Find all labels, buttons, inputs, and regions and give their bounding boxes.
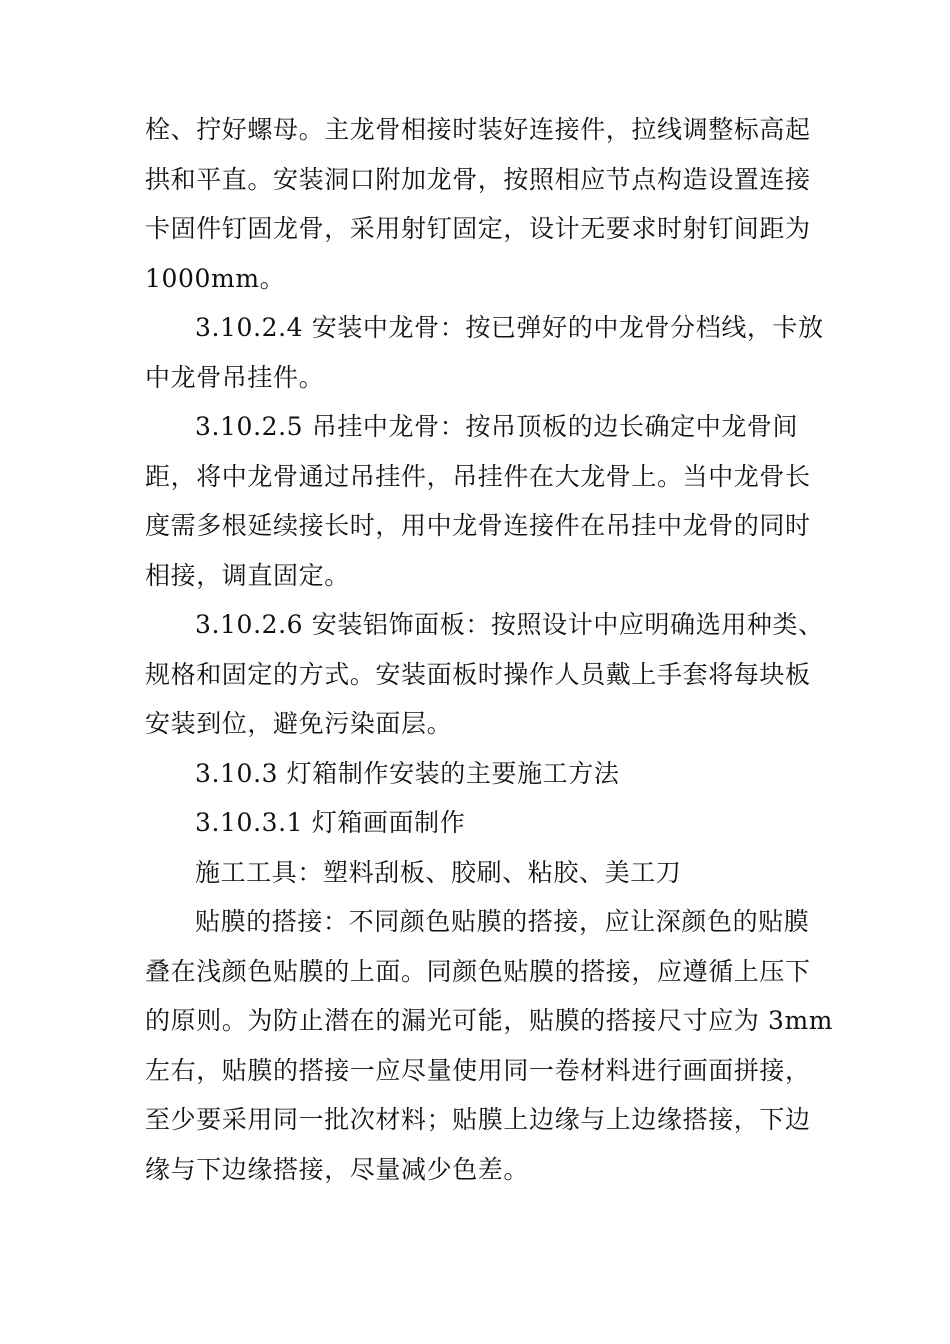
- text-line: 施工工具：塑料刮板、胶刷、粘胶、美工刀: [195, 857, 682, 887]
- text-line: 3.10.3 灯箱制作安装的主要施工方法: [195, 758, 620, 788]
- paragraph-3-10-2-6: [145, 600, 835, 749]
- text-line: 拱和平直。安装洞口附加龙骨，按照相应节点构造设置连接: [145, 164, 811, 194]
- body-text: [145, 105, 835, 1194]
- text-line: 的原则。为防止潜在的漏光可能，贴膜的搭接尺寸应为 3mm: [145, 1006, 834, 1035]
- text-line: 缘与下边缘搭接，尽量减少色差。: [145, 1154, 530, 1184]
- text-line: 卡固件钉固龙骨，采用射钉固定，设计无要求时射钉间距为: [145, 214, 811, 243]
- text-line: 度需多根延续接长时，用中龙骨连接件在吊挂中龙骨的同时: [145, 511, 811, 540]
- text-line: 相接，调直固定。: [145, 560, 350, 590]
- text-line: 左右，贴膜的搭接一应尽量使用同一卷材料进行画面拼接，: [145, 1055, 811, 1085]
- text-line: 叠在浅颜色贴膜的上面。同颜色贴膜的搭接，应遵循上压下: [145, 956, 811, 986]
- text-line: 至少要采用同一批次材料；贴膜上边缘与上边缘搭接，下边: [145, 1105, 811, 1134]
- text-line: 贴膜的搭接：不同颜色贴膜的搭接，应让深颜色的贴膜: [195, 907, 810, 936]
- text-line: 安装到位，避免污染面层。: [145, 709, 453, 738]
- text-line: 规格和固定的方式。安装面板时操作人员戴上手套将每块板: [145, 659, 811, 689]
- text-line: 中龙骨吊挂件。: [145, 362, 325, 392]
- paragraph-3-10-2-5: [145, 402, 835, 600]
- heading-3-10-3-1: [145, 798, 835, 848]
- heading-3-10-3: [145, 749, 835, 799]
- text-line: 3.10.2.6 安装铝饰面板：按照设计中应明确选用种类、: [195, 610, 824, 639]
- text-line: 栓、拧好螺母。主龙骨相接时装好连接件，拉线调整标高起: [145, 115, 811, 144]
- text-line: 3.10.3.1 灯箱画面制作: [195, 808, 466, 837]
- paragraph-3-10-2-4: [145, 303, 835, 402]
- text-line: 1000mm。: [145, 263, 286, 293]
- text-line: 3.10.2.4 安装中龙骨：按已弹好的中龙骨分档线，卡放: [195, 313, 824, 342]
- paragraph-ceiling-keel-continued: [145, 105, 835, 303]
- text-line: 距，将中龙骨通过吊挂件，吊挂件在大龙骨上。当中龙骨长: [145, 461, 811, 491]
- paragraph-film-overlap: [145, 897, 835, 1194]
- text-line: 3.10.2.5 吊挂中龙骨：按吊顶板的边长确定中龙骨间: [195, 412, 799, 441]
- paragraph-tools: [145, 848, 835, 898]
